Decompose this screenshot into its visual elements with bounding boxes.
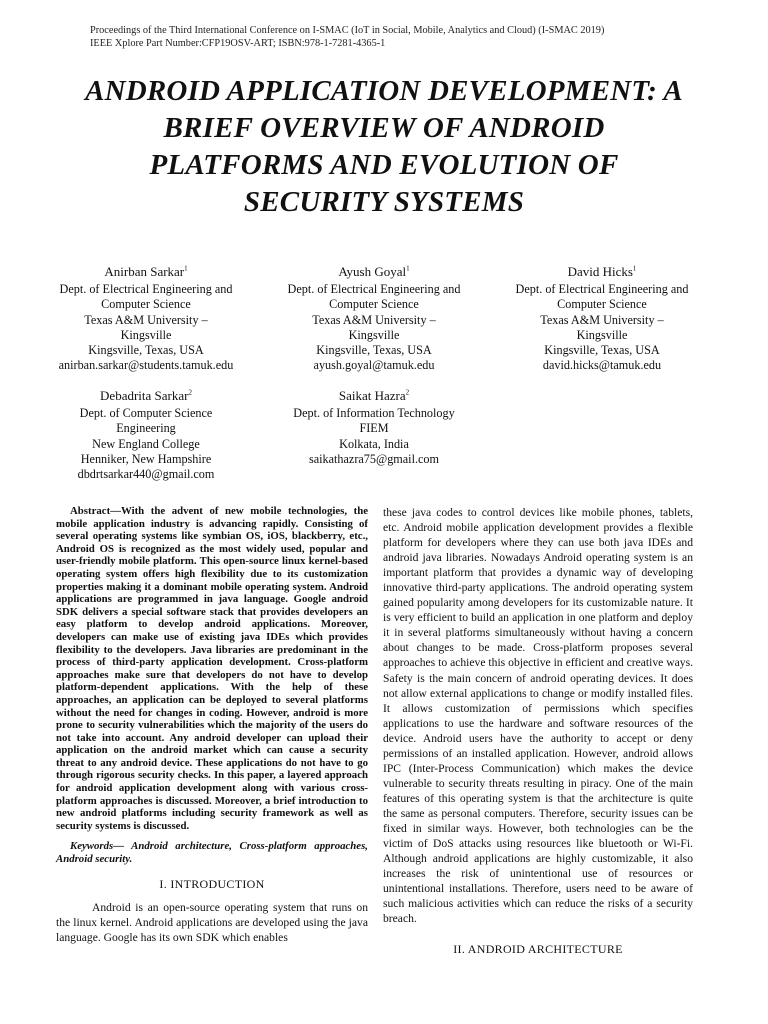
introduction-text: Android is an open-source operating system that runs on the linux kernel. Android applications are developed using the java language. Google has its own SDK which enables	[56, 901, 368, 945]
abstract: Abstract—With the advent of new mobile technologies, the mobile application industry is advancing rapidly. Consisting of several operating systems like symbian OS, iOS, blackberry, etc., Android OS is recognized as the most widely used, popular and user-friendly mobile platform. This open-source linux kernel-based operating system offers high flexibility due to its customization properties making it a dominant mobile operating system. Android applications are programmed in java language. Google android SDK delivers a special software stack that provides developers an easy platform to develop android applications. Moreover, developers can make use of existing java IDEs which provides flexibility to the developers. Java libraries are predominant in the process of third-party application development. Cross-platform approaches make sure that developers do not have to develop platform-dependent applications. With the help of these approaches, an application can be deployed to several platforms without the need for changes in coding. However, android is more prone to security vulnerabilities which the majority of the users do not take into account. Any android developer can upload their application on the android market which can cause a security threat to any android device. These applications do not have to go through rigorous security checks. In this paper, a layered approach for android application development along with various cross-platform approaches is discussed. Moreover, a brief introduction to new android platforms including security framework as well as security systems is discussed.	[56, 505, 368, 832]
right-column-text: these java codes to control devices like mobile phones, tablets, etc. Android mobile application development provides a flexible platform for developers where they can use both java IDEs and android java libraries. Nowadays Android operating system is an important platform that provides a dynamic way of developing innovative third-party applications. The android operating system gained popularity among developers for its customizable nature. It is very efficient to build an application in one platform and deploy it in several platforms simultaneously without having a concern about changes to be made. Cross-platform proposes several approaches to achieve this objective in efficient and creative ways. Safety is the main concern of android operating devices. It does not allow external applications to change or modify installed files. It allows customization of permissions which specifies applications to use the hardware and software resources of the device. Android users have the authority to accept or deny permissions of an installed application. However, android allows IPC (Inter-Process Communication) which makes the device vulnerable to security threats resulting in piracy. One of the main features of this operating system is that the architecture is quite the same as personal computers. Therefore, security issues can be fixed in similar ways. However, both technologies can be the victim of DoS attacks using resources like bluetooth or Wi-Fi. Although android applications are highly customizable, it also increases the risk of unintentional use of resources or unintentional installations. Therefore, users need to be aware of such malicious activities which can reduce the risks of a security breach.	[383, 506, 693, 926]
author-affiliation: Dept. of Information Technology	[293, 406, 455, 421]
title-line-1: ANDROID APPLICATION DEVELOPMENT: A	[85, 75, 683, 107]
author-name: David Hicks$^1$	[567, 264, 637, 279]
author-affiliation: Computer Science	[101, 297, 191, 312]
author-name: Saikat Hazra$^2$	[338, 388, 410, 403]
author-block	[26, 388, 266, 482]
author-affiliation: Texas A&M University –	[84, 312, 208, 327]
author-affiliation: Texas A&M University –	[540, 312, 664, 327]
author-affiliation: Dept. of Electrical Engineering and	[515, 282, 689, 297]
author-affiliation: Texas A&M University –	[312, 312, 436, 327]
author-name: Anirban Sarkar$^1$	[104, 264, 188, 279]
title-line-3: PLATFORMS AND EVOLUTION OF	[149, 149, 619, 181]
author-email: saikathazra75@gmail.com	[308, 451, 439, 466]
author-affiliation: Henniker, New Hampshire	[80, 451, 212, 466]
author-affiliation: Kingsville	[120, 327, 172, 342]
author-email: david.hicks@tamuk.edu	[542, 358, 662, 373]
author-affiliation: Kingsville	[576, 327, 628, 342]
left-column	[56, 505, 368, 945]
section-heading-introduction: I. INTRODUCTION	[159, 876, 265, 891]
author-block	[254, 264, 494, 373]
header-line-1: Proceedings of the Third International Conference on I-SMAC (IoT in Social, Mobile, Analytics and Cloud) (I-SMAC 2019)	[90, 25, 605, 36]
author-affiliation: Computer Science	[329, 297, 419, 312]
author-name: Debadrita Sarkar$^2$	[100, 388, 192, 403]
author-email: dbdrtsarkar440@gmail.com	[77, 467, 215, 482]
header-line-2: IEEE Xplore Part Number:CFP19OSV-ART; ISBN:978-1-7281-4365-1	[90, 38, 386, 49]
section-heading-architecture: II. ANDROID ARCHITECTURE	[453, 942, 623, 957]
right-column	[383, 505, 693, 957]
title-line-4: SECURITY SYSTEMS	[243, 186, 525, 218]
author-block	[26, 264, 266, 373]
keywords: Keywords— Android architecture, Cross-platform approaches, Android security.	[56, 840, 368, 866]
author-affiliation: New England College	[92, 436, 200, 451]
author-affiliation: Dept. of Electrical Engineering and	[287, 282, 461, 297]
author-affiliation: Computer Science	[557, 297, 647, 312]
author-affiliation: Kingsville, Texas, USA	[88, 343, 204, 358]
author-block	[254, 388, 494, 467]
author-affiliation: Dept. of Electrical Engineering and	[59, 282, 233, 297]
author-email: anirban.sarkar@students.tamuk.edu	[58, 358, 234, 373]
author-affiliation: Kingsville, Texas, USA	[316, 343, 432, 358]
author-block	[482, 264, 722, 373]
author-affiliation: Dept. of Computer Science	[79, 406, 213, 421]
author-affiliation: Kolkata, India	[339, 436, 409, 451]
author-name: Ayush Goyal$^1$	[338, 264, 410, 279]
author-affiliation: Kingsville	[348, 327, 400, 342]
author-affiliation: FIEM	[359, 421, 389, 436]
author-affiliation: Kingsville, Texas, USA	[544, 343, 660, 358]
author-affiliation: Engineering	[116, 421, 176, 436]
author-email: ayush.goyal@tamuk.edu	[313, 358, 435, 373]
paper-title	[0, 73, 768, 221]
conference-header	[90, 24, 604, 50]
title-line-2: BRIEF OVERVIEW OF ANDROID	[163, 112, 605, 144]
